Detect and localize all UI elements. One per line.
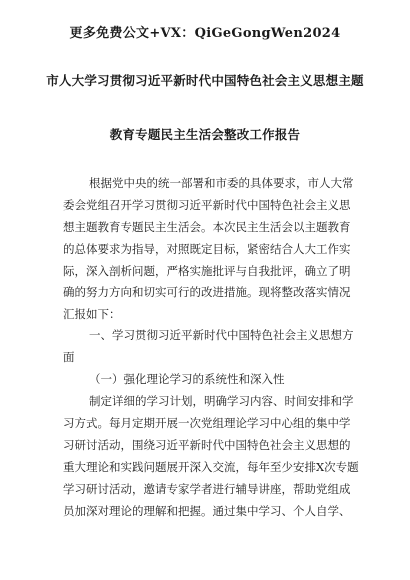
paragraph-line: 习研讨活动，围绕习近平新时代中国特色社会主义思想的 — [63, 438, 351, 452]
report-title-line-2: 教育专题民主生活会整改工作报告 — [109, 127, 301, 142]
report-title-line-1: 市人大学习贯彻习近平新时代中国特色社会主义思想主题 — [46, 73, 364, 88]
paragraph-line: 的总体要求为指导，对照既定目标，紧密结合人大工作实 — [63, 242, 351, 256]
subsection-heading: （一）强化理论学习的系统性和深入性 — [89, 372, 285, 386]
paragraph-line: 委会党组召开学习贯彻习近平新时代中国特色社会主义思 — [63, 198, 351, 212]
section-heading-line: 一、学习贯彻习近平新时代中国特色社会主义思想方 — [89, 328, 354, 342]
watermark-text: 更多免费公文+VX：QiGeGongWen2024 — [69, 26, 341, 41]
paragraph-line: 员加深对理论的理解和把握。通过集中学习、个人自学、 — [63, 504, 351, 518]
paragraph-line: 根据党中央的统一部署和市委的具体要求，市人大常 — [89, 176, 354, 190]
paragraph-line: 学习研讨活动，邀请专家学者进行辅导讲座，帮助党组成 — [63, 482, 351, 496]
paragraph-line: 习方式。每月定期开展一次党组理论学习中心组的集中学 — [63, 416, 351, 430]
section-heading-line: 面 — [63, 350, 75, 364]
paragraph-line: 确的努力方向和切实可行的改进措施。现将整改落实情况 — [63, 285, 351, 299]
paragraph-line: 际，深入剖析问题，严格实施批评与自我批评，确立了明 — [63, 264, 351, 278]
paragraph-line: 想主题教育专题民主生活会。本次民主生活会以主题教育 — [63, 220, 351, 234]
paragraph-line: 重大理论和实践问题展开深入交流，每年至少安排X次专题 — [63, 460, 359, 474]
paragraph-line: 汇报如下： — [63, 307, 121, 321]
paragraph-line: 制定详细的学习计划，明确学习内容、时间安排和学 — [89, 394, 354, 408]
